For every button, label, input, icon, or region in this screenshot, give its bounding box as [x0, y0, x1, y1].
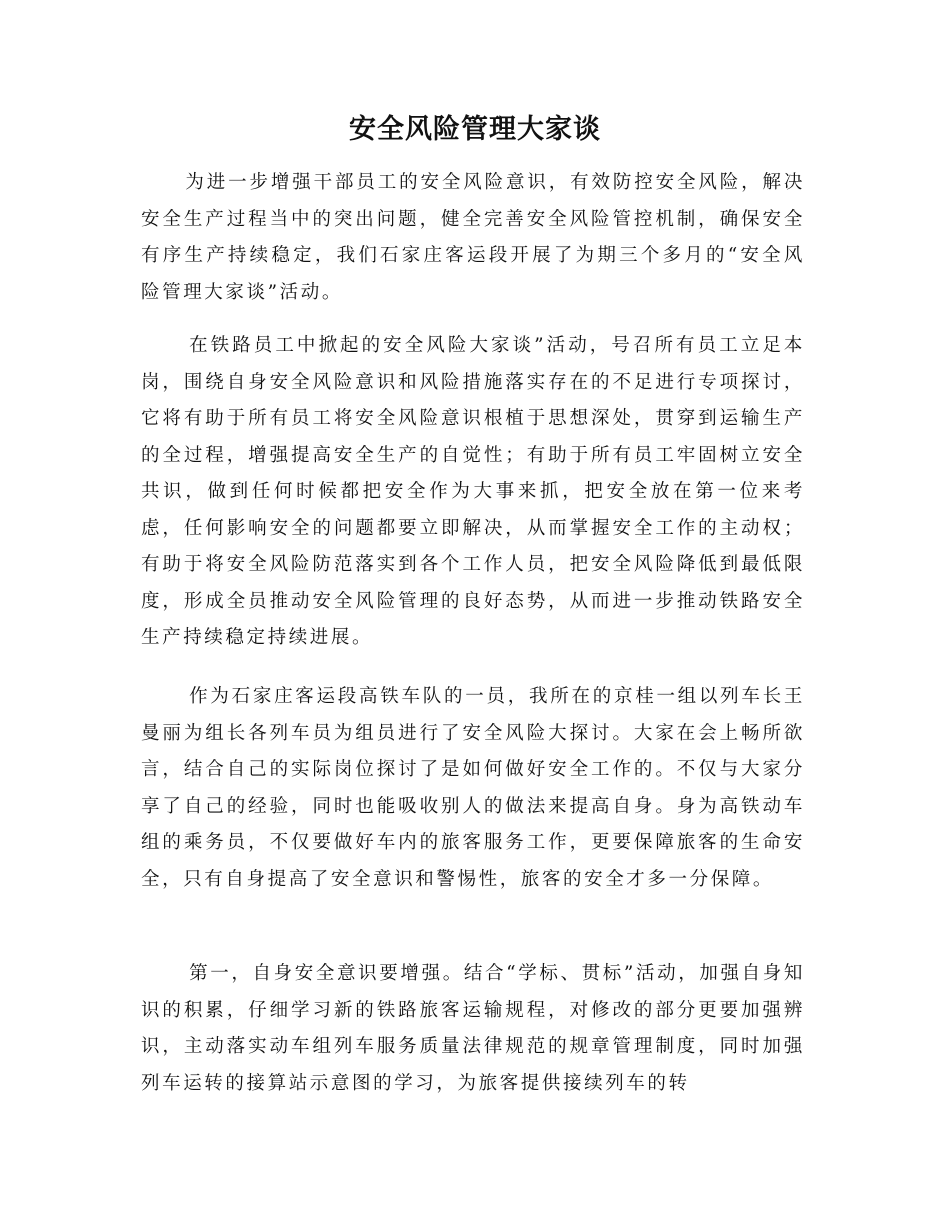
- paragraph-intro: 为进一步增强干部员工的安全风险意识，有效防控安全风险，解决安全生产过程当中的突出问题，健全完善安全风险管控机制，确保安全有序生产持续稳定，我们石家庄客运段开展了为期三个多月的“安全风险管理大家谈”活动。: [141, 172, 805, 303]
- paragraph-activity-purpose: 在铁路员工中掀起的安全风险大家谈”活动，号召所有员工立足本岗，围绕自身安全风险意识和风险措施落实存在的不足进行专项探讨，它将有助于所有员工将安全风险意识根植于思想深处，贯穿到运输生产的全过程，增强提高安全生产的自觉性；有助于所有员工牢固树立安全共识，做到任何时候都把安全作为大事来抓，把安全放在第一位来考虑，任何影响安全的问题都要立即解决，从而掌握安全工作的主动权；有助于将安全风险防范落实到各个工作人员，把安全风险降低到最低限度，形成全员推动安全风险管理的良好态势，从而进一步推动铁路安全生产持续稳定持续进展。: [141, 335, 805, 648]
- document-title: 安全风险管理大家谈: [349, 114, 601, 145]
- paragraph-first-point: 第一，自身安全意识要增强。结合“学标、贯标”活动，加强自身知识的积累，仔细学习新的铁路旅客运输规程，对修改的部分更要加强辨识，主动落实动车组列车服务质量法律规范的规章管理制度，同时加强列车运转的接算站示意图的学习，为旅客提供接续列车的转: [141, 963, 805, 1094]
- paragraph-team-discussion: 作为石家庄客运段高铁车队的一员，我所在的京桂一组以列车长王曼丽为组长各列车员为组员进行了安全风险大探讨。大家在会上畅所欲言，结合自己的实际岗位探讨了是如何做好安全工作的。不仅与大家分享了自己的经验，同时也能吸收别人的做法来提高自身。身为高铁动车组的乘务员，不仅要做好车内的旅客服务工作，更要保障旅客的生命安全，只有自身提高了安全意识和警惕性，旅客的安全才多一分保障。: [141, 686, 805, 890]
